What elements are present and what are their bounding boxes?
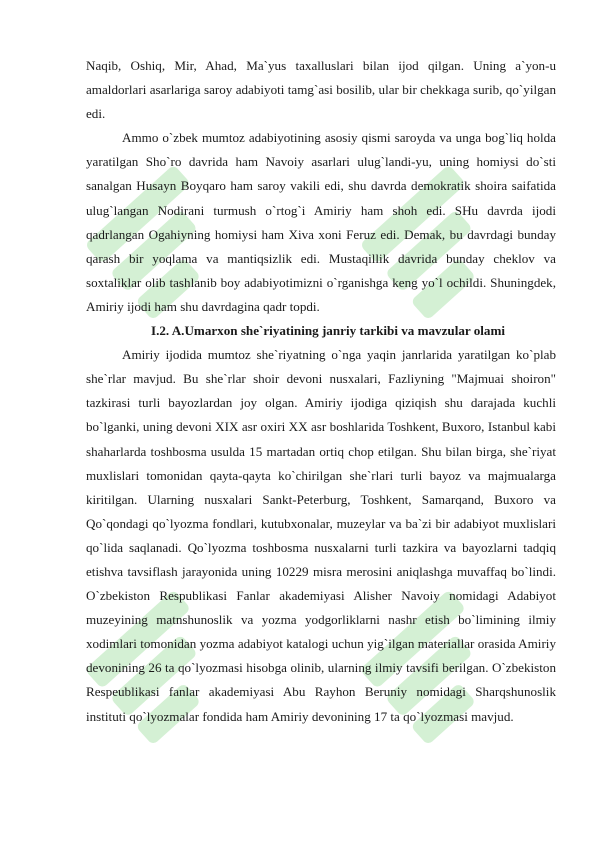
paragraph-saroy-adabiyoti: Ammo o`zbek mumtoz adabiyotining asosiy qismi saroyda va unga bog`liq holda yaratilgan Sho`ro davrida ham Navoiy asarlari ulug`landi-yu, uning homiysi do`sti sanalgan Husayn Boyqaro ham saroy vakili edi, shu davrda demokratik shoira saifatida ulug`langan Nodirani turmush o`rtog`i Amiriy ham shoh edi. SHu davrda ijodi qadrlangan Ogahiyning homiysi ham Xiva xoni Feruz edi. Demak, bu davrdagi bunday qarash bir yoqlama va mantiqsizlik edi. Mustaqillik davrida bunday cheklov va soxtaliklar olib tashlanib boy adabiyotimizni o`rganishga keng yo`l ochildi. Shuningdek, Amiriy ijodi ham shu davrdagina qadr topdi.	[86, 130, 556, 314]
document-body	[86, 54, 556, 729]
section-heading: I.2. A.Umarxon she`riyatining janriy tarkibi va mavzular olami	[150, 323, 506, 339]
paragraph-continuation: Naqib, Oshiq, Mir, Ahad, Ma`yus taxalluslari bilan ijod qilgan. Uning a`yon-u amaldorlari asarlariga saroy adabiyoti tamg`asi bosilib, ular bir chekkaga surib, qo`yilgan edi.	[86, 58, 556, 122]
paragraph-amiriy-ijodi: Amiriy ijodida mumtoz she`riyatning o`nga yaqin janrlarida yaratilgan ko`plab she`rlar mavjud. Bu she`rlar shoir devoni nusxalari, Fazliyning "Majmuai shoiron" tazkirasi turli bayozlardan joy olgan. Amiriy ijodiga qiziqish shu darajada kuchli bo`lganki, uning devoni XIX asr oxiri XX asr boshlarida Toshkent, Buxoro, Istanbul kabi shaharlarda toshbosma usulda 15 martadan ortiq chop etilgan. Shu bilan birga, she`riyat muxlislari tomonidan qayta-qayta ko`chirilgan she`rlari turli bayoz va majmualarga kiritilgan. Ularning nusxalari Sankt-Peterburg, Toshkent, Samarqand, Buxoro va Qo`qondagi qo`lyozma fondlari, kutubxonalar, muzeylar va ba`zi bir adabiyot muxlislari qo`lida saqlanadi. Qo`lyozma toshbosma nusxalarni turli tazkira va bayozlarni tadqiq etishva tavsiflash jarayonida uning 10229 misra merosini aniqlashga muvaffaq bo`lindi. O`zbekiston Respublikasi Fanlar akademiyasi Alisher Navoiy nomidagi Adabiyot muzeyining matnshunoslik va yozma yodgorliklarni nashr etish bo`limining ilmiy xodimlari tomonidan yozma adabiyot katalogi uchun yig`ilgan materiallar orasida Amiriy devonining 26 ta qo`lyozmasi hisobga olinib, ularning ilmiy tavsifi berilgan. O`zbekiston Respeublikasi fanlar akademiyasi Abu Rayhon Beruniy nomidagi Sharqshunoslik instituti qo`lyozmalar fondida ham Amiriy devonining 17 ta qo`lyozmasi mavjud.	[86, 347, 556, 724]
